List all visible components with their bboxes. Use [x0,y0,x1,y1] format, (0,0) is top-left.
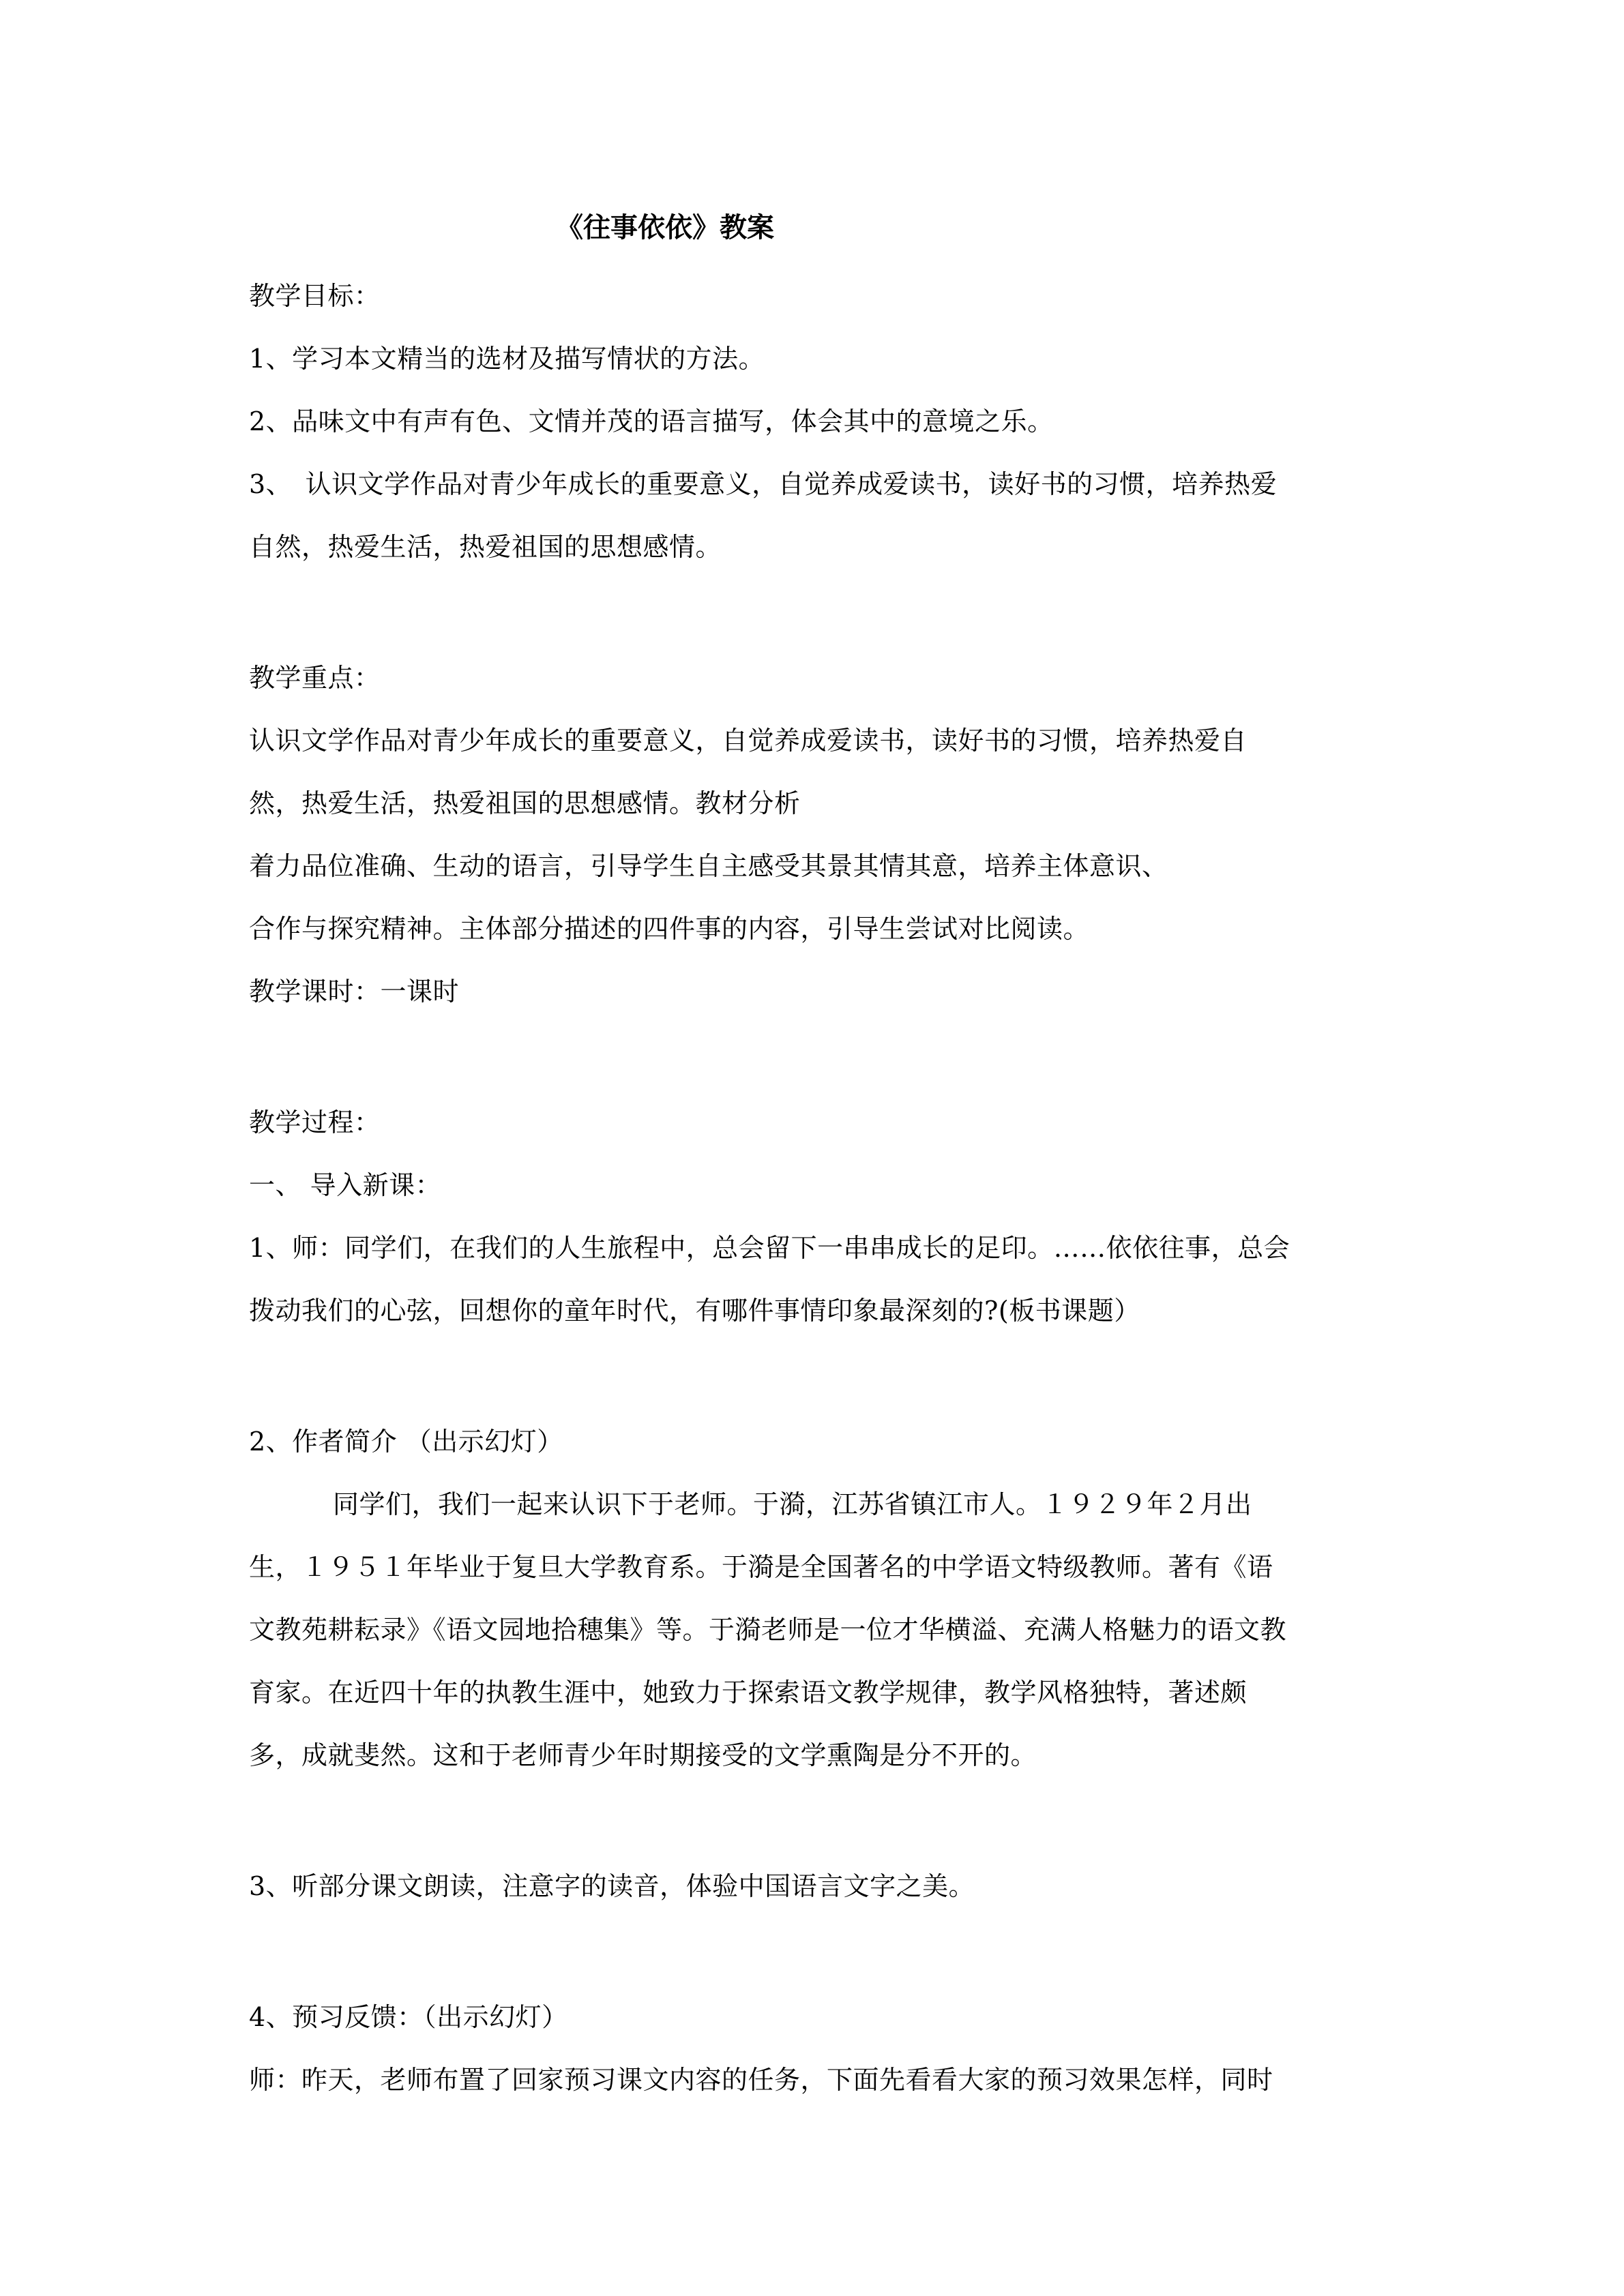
author-line-2: 生，１９５１年毕业于复旦大学教育系。于漪是全国著名的中学语文特级教师。著有《语 [249,1552,1273,1582]
class-hours: 教学课时：一课时 [249,976,460,1007]
heading-process: 教学过程： [249,1107,381,1137]
objective-3-cont: 自然，热爱生活，热爱祖国的思想感情。 [249,532,722,562]
section-intro: 一、 导入新课： [249,1170,442,1200]
author-line-3: 文教苑耕耘录》《语文园地拾穗集》等。于漪老师是一位才华横溢、充满人格魅力的语文教 [249,1615,1287,1645]
listening-step: 3、听部分课文朗读，注意字的读音，体验中国语言文字之美。 [249,1871,975,1901]
author-line-1: 同学们，我们一起来认识下于老师。于漪，江苏省镇江市人。１９２９年２月出 [333,1489,1252,1519]
document-title: 《往事依依》教案 [556,211,774,243]
objective-3: 3、 认识文学作品对青少年成长的重要意义，自觉养成爱读书，读好书的习惯，培养热爱 [249,469,1278,499]
analysis-line-2: 合作与探究精神。主体部分描述的四件事的内容，引导生尝试对比阅读。 [249,914,1090,944]
author-line-4: 育家。在近四十年的执教生涯中，她致力于探索语文教学规律，教学风格独特，著述颇 [249,1678,1247,1708]
objective-2: 2、品味文中有声有色、文情并茂的语言描写，体会其中的意境之乐。 [249,406,1054,436]
heading-key-points: 教学重点： [249,663,381,693]
analysis-line-1: 着力品位准确、生动的语言，引导学生自主感受其景其情其意，培养主体意识、 [249,851,1168,881]
author-line-5: 多，成就斐然。这和于老师青少年时期接受的文学熏陶是分不开的。 [249,1740,1037,1770]
intro-line-1: 1、师：同学们，在我们的人生旅程中，总会留下一串串成长的足印。……依依往事，总会 [249,1233,1290,1263]
objective-1: 1、学习本文精当的选材及描写情状的方法。 [249,344,765,374]
preview-heading: 4、预习反馈：（出示幻灯） [249,2002,568,2032]
heading-objectives: 教学目标： [249,281,381,311]
intro-line-2: 拨动我们的心弦，回想你的童年时代，有哪件事情印象最深刻的?(板书课题） [249,1296,1140,1326]
author-heading: 2、作者简介 （出示幻灯） [249,1427,563,1457]
key-points-line-2: 然，热爱生活，热爱祖国的思想感情。教材分析 [249,788,801,818]
key-points-line-1: 认识文学作品对青少年成长的重要意义，自觉养成爱读书，读好书的习惯，培养热爱自 [249,726,1247,756]
preview-line-1: 师：昨天，老师布置了回家预习课文内容的任务，下面先看看大家的预习效果怎样，同时 [249,2065,1273,2095]
